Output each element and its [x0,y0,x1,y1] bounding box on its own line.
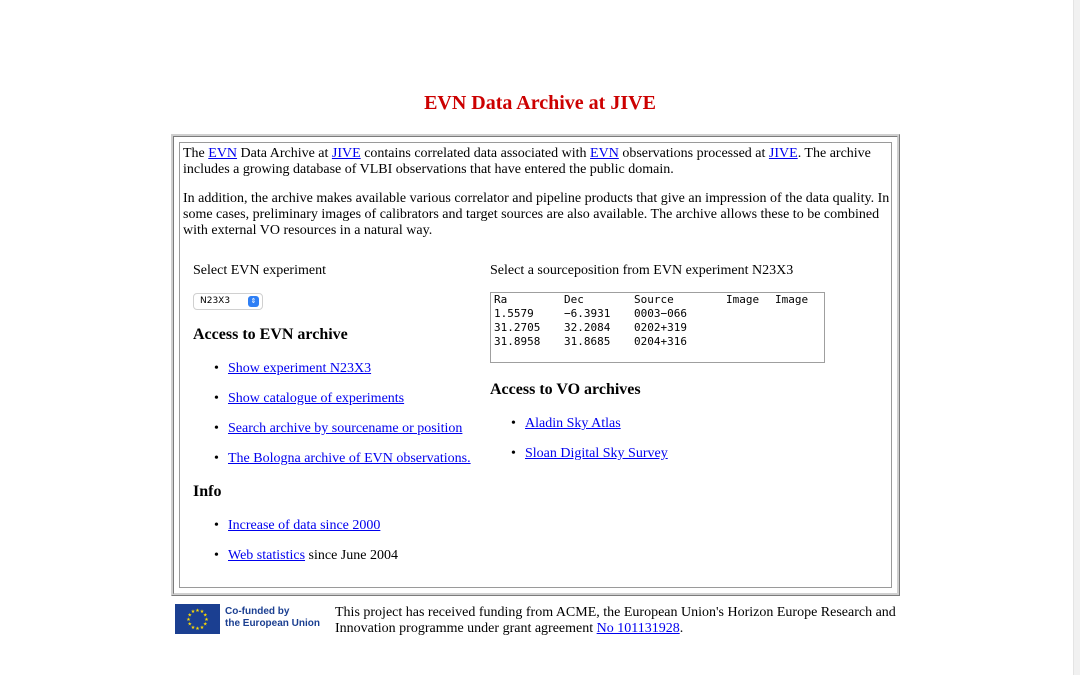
show-catalogue-link[interactable]: Show catalogue of experiments [228,391,405,406]
list-item [193,421,471,451]
eu-flag-icon [175,604,220,634]
vo-archive-links [490,416,668,476]
svg-text:★: ★ [204,617,209,623]
list-item [490,416,668,446]
evn-archive-links [193,361,471,481]
eu-line-2: the European Union [225,618,320,629]
intro-paragraph-1 [183,146,895,178]
experiment-select[interactable] [193,293,263,310]
jive-link[interactable]: JIVE [331,146,361,161]
eu-cofunded-label [225,606,320,630]
dec-value: 32.2084 [564,321,611,334]
svg-text:★: ★ [187,612,192,619]
intro-text: . The archive includes a growing database of VLBI observations that have entered the public domain. [183,146,871,177]
list-item [193,391,471,421]
experiment-select-value: N23X3 [200,296,231,306]
evn-link-2[interactable]: EVN [590,146,619,161]
source-value: 0003−066 [634,307,687,320]
column-header: Source [634,293,674,306]
svg-text:★: ★ [199,624,205,631]
grant-agreement-link[interactable]: No 101131928 [596,621,680,636]
ra-value: 1.5579 [494,307,534,320]
source-value: 0204+316 [634,335,687,348]
eu-stars [175,604,220,634]
svg-text:★: ★ [199,609,205,616]
dec-value: 31.8685 [564,335,611,348]
evn-link[interactable]: EVN [208,146,238,161]
column-header: Image [726,293,760,306]
vo-archives-heading: Access to VO archives [490,381,641,398]
list-item [193,548,398,578]
listbox-option[interactable] [491,321,824,335]
source-value: 0202+319 [634,321,687,334]
funding-text: This project has received funding from ACME, the European Union's Horizon Europe Research and Innovation programme under grant agreement [335,605,896,636]
svg-text:★: ★ [190,624,196,631]
listbox-header-row [491,293,824,307]
svg-text:★: ★ [190,609,196,616]
listbox-option[interactable] [491,307,824,321]
funding-statement [335,605,905,637]
list-item [490,446,668,476]
jive-link-2[interactable]: JIVE [768,146,798,161]
listbox-option[interactable] [491,335,824,349]
column-header: Dec [564,293,584,306]
experiment-select-label: Select EVN experiment [193,263,326,278]
sourceposition-listbox[interactable] [490,292,825,363]
intro-text: The [183,146,209,161]
sourceposition-label: Select a sourceposition from EVN experiment N23X3 [490,263,794,278]
svg-text:★: ★ [195,626,200,632]
svg-text:★: ★ [187,621,192,628]
show-experiment-link[interactable]: Show experiment N23X3 [228,361,372,376]
list-item [193,361,471,391]
info-heading: Info [193,483,222,500]
aladin-link[interactable]: Aladin Sky Atlas [525,416,621,431]
list-item [193,451,471,481]
bologna-archive-link[interactable]: The Bologna archive of EVN observations. [228,451,471,466]
funding-end: . [679,621,684,636]
eu-line-1: Co-funded by [225,606,290,617]
column-header: Image [775,293,809,306]
info-suffix: since June 2004 [305,548,398,563]
select-arrows-icon: ⇕ [248,296,259,307]
search-archive-link[interactable]: Search archive by sourcename or position [228,421,463,436]
evn-archive-heading: Access to EVN archive [193,326,348,343]
intro-paragraph-2: In addition, the archive makes available various correlator and pipeline products that give an impression of the data quality. In some cases, preliminary images of calibrators and target sources are also available. The archive allows these to be combined with external VO resources in a natural way. [183,191,890,238]
sloan-link[interactable]: Sloan Digital Sky Survey [525,446,668,461]
ra-value: 31.2705 [494,321,541,334]
intro-text: observations processed at [618,146,769,161]
web-statistics-link[interactable]: Web statistics [228,548,306,563]
svg-text:★: ★ [203,621,208,628]
dec-value: −6.3931 [564,307,611,320]
svg-text:★: ★ [186,617,191,623]
intro-text: Data Archive at [237,146,332,161]
svg-text:★: ★ [195,608,200,614]
intro-text: contains correlated data associated with [360,146,591,161]
list-item [193,518,398,548]
info-links [193,518,398,578]
page-title: EVN Data Archive at JIVE [424,92,656,114]
column-header: Ra [494,293,508,306]
ra-value: 31.8958 [494,335,541,348]
svg-text:★: ★ [203,612,208,619]
data-increase-link[interactable]: Increase of data since 2000 [228,518,381,533]
